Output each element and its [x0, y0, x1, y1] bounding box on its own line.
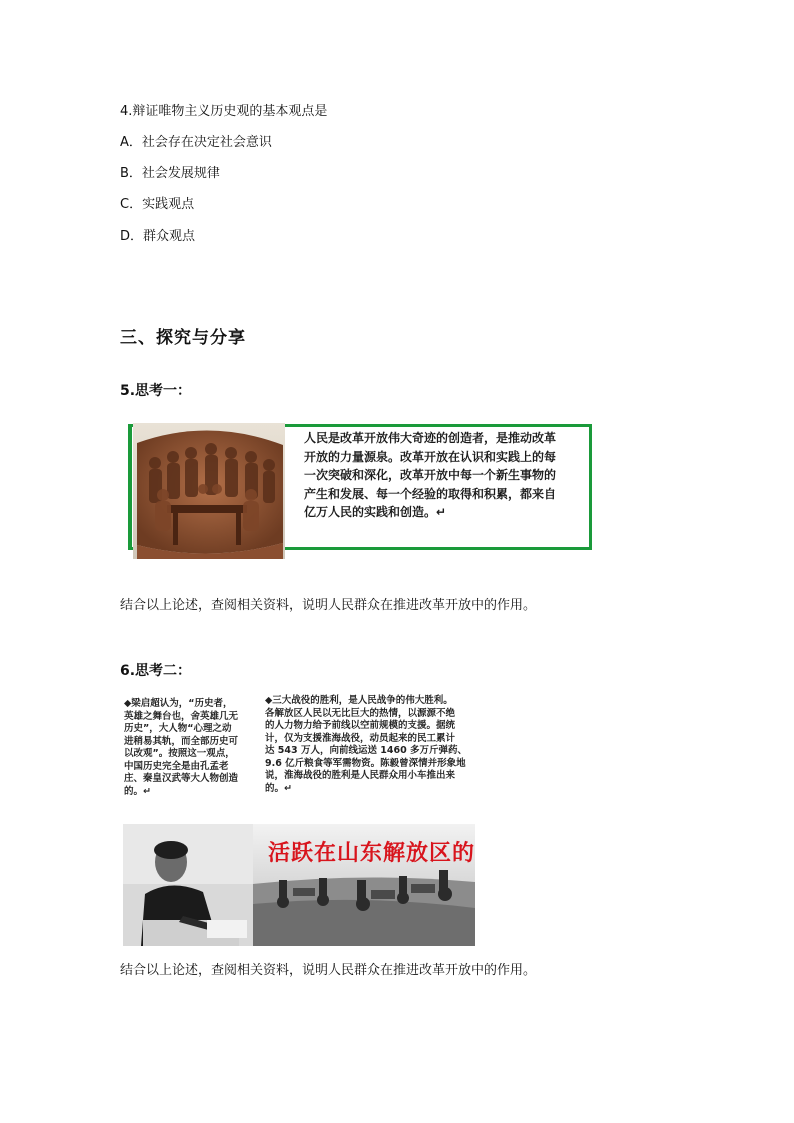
banner-title: 活跃在山东解放区的 [268, 841, 476, 866]
left-box-line: 以改观”。按照这一观点， [124, 748, 235, 759]
right-box-line: 计，仅为支援淮海战役，动员起来的民工累计 [265, 732, 456, 744]
left-box-line: 历史”，大人物“心理之动 [124, 723, 232, 734]
left-box-line: 进稍易其轨，而全部历史可 [124, 735, 239, 747]
quote-text [304, 429, 584, 522]
right-box-line: 9.6 亿斤粮食等军需物资。陈毅曾深情并形象地 [265, 757, 466, 769]
think1-label: 5.思考一： [120, 383, 192, 399]
quote-line: 人民是改革开放伟大奇迹的创造者，是推动改革 [304, 431, 557, 445]
right-box-line: 的。↵ [265, 782, 292, 794]
question-4-stem: 4.辩证唯物主义历史观的基本观点是 [120, 104, 328, 119]
left-box-line: 的。↵ [124, 785, 151, 797]
option-a: A．社会存在决定社会意识 [120, 135, 272, 150]
left-box-line: 英雄之舞台也，舍英雄几无 [124, 710, 239, 722]
option-c: C．实践观点 [120, 197, 195, 212]
quote-line: 亿万人民的实践和创造。↵ [304, 505, 447, 519]
right-box-line: 达 543 万人，向前线运送 1460 多万斤弹药、 [265, 745, 468, 756]
quote-line: 产生和发展、每一个经验的取得和积累，都来自 [304, 486, 557, 501]
sculpture-image [133, 423, 285, 559]
think1-task: 结合以上论述，查阅相关资料，说明人民群众在推进改革开放中的作用。 [120, 598, 537, 613]
right-box-line: ◆三大战役的胜利，是人民战争的伟大胜利。 [265, 695, 453, 706]
right-box-line: 各解放区人民以无比巨大的热情，以源源不绝 [265, 707, 456, 719]
liang-qichao-box [124, 698, 259, 798]
right-box-line: 的人力物力给予前线以空前规模的支援。据统 [265, 720, 456, 731]
left-box-line: ◆梁启超认为，“历史者， [124, 698, 233, 709]
left-box-line: 中国历史完全是由孔孟老 [124, 760, 229, 772]
option-d: D．群众观点 [120, 229, 196, 244]
think2-label: 6.思考二： [120, 663, 192, 679]
right-box-line: 说，淮海战役的胜利是人民群众用小车推出来 [265, 770, 456, 781]
left-box-line: 庄、秦皇汉武等大人物创造 [124, 773, 239, 784]
quote-line: 一次突破和深化，改革开放中每一个新生事物的 [304, 468, 557, 482]
think2-task: 结合以上论述，查阅相关资料，说明人民群众在推进改革开放中的作用。 [120, 963, 537, 978]
portrait-photo [123, 824, 253, 946]
quote-line: 开放的力量源泉。改革开放在认识和实践上的每 [304, 449, 557, 464]
huaihai-campaign-box [265, 695, 480, 795]
option-b: B．社会发展规律 [120, 166, 220, 181]
section-title: 三、探究与分享 [120, 328, 246, 348]
